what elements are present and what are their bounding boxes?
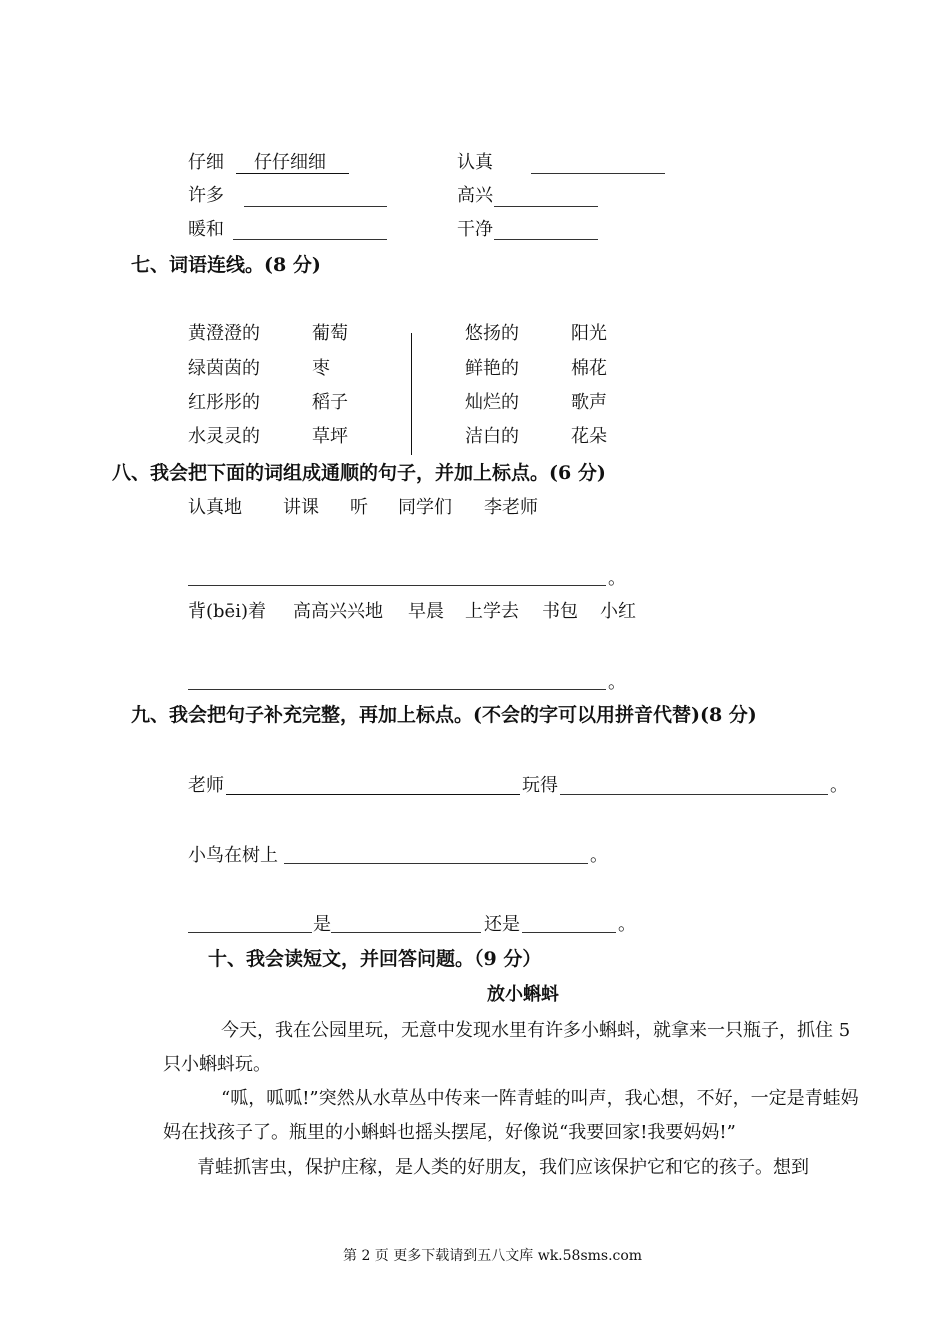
word-zixi: 仔细 bbox=[188, 152, 224, 173]
word-renzhen: 认真 bbox=[457, 152, 493, 173]
match-right-b-2[interactable]: 棉花 bbox=[571, 358, 607, 379]
word-zaochen: 早晨 bbox=[408, 601, 444, 622]
fill-line-3c[interactable] bbox=[522, 932, 616, 933]
sentence-line-2[interactable] bbox=[188, 689, 606, 690]
word-renzhende: 认真地 bbox=[188, 497, 242, 518]
answer-line-xuduo[interactable] bbox=[244, 206, 387, 207]
match-left-a-4[interactable]: 水灵灵的 bbox=[188, 426, 260, 447]
match-right-a-4[interactable]: 洁白的 bbox=[465, 426, 519, 447]
word-gaoxing: 高兴 bbox=[457, 185, 493, 206]
match-right-a-2[interactable]: 鲜艳的 bbox=[465, 358, 519, 379]
story-paragraph-3 bbox=[163, 1151, 863, 1185]
section10-title: 十、我会读短文，并回答问题。（9 分） bbox=[208, 948, 542, 970]
s3-haishi: 还是 bbox=[484, 914, 520, 935]
word-xiaohong: 小红 bbox=[600, 601, 636, 622]
fill-line-2[interactable] bbox=[284, 863, 588, 864]
word-ting: 听 bbox=[350, 497, 368, 518]
word-lilaoshi: 李老师 bbox=[484, 497, 538, 518]
match-right-b-1[interactable]: 阳光 bbox=[571, 323, 607, 344]
word-tongxuemen: 同学们 bbox=[398, 497, 452, 518]
word-nuanhuo: 暖和 bbox=[188, 219, 224, 240]
answer-line-ganjing[interactable] bbox=[494, 239, 598, 240]
s2-period: 。 bbox=[590, 845, 608, 866]
match-left-a-3[interactable]: 红彤彤的 bbox=[188, 392, 260, 413]
answer-line-nuanhuo[interactable] bbox=[233, 239, 387, 240]
match-right-a-3[interactable]: 灿烂的 bbox=[465, 392, 519, 413]
answer-line-renzhen[interactable] bbox=[531, 173, 665, 174]
section8-title: 八、我会把下面的词组成通顺的句子，并加上标点。(6 分) bbox=[112, 462, 606, 484]
match-left-b-2[interactable]: 枣 bbox=[312, 358, 330, 379]
match-left-b-3[interactable]: 稻子 bbox=[312, 392, 348, 413]
match-left-a-2[interactable]: 绿茵茵的 bbox=[188, 358, 260, 379]
word-beizhe: 背(bēi)着 bbox=[188, 601, 266, 622]
column-divider bbox=[411, 333, 412, 455]
fill-line-3a[interactable] bbox=[188, 932, 312, 933]
match-right-a-1[interactable]: 悠扬的 bbox=[465, 323, 519, 344]
s2-xiaoniao: 小鸟在树上 bbox=[188, 845, 278, 866]
word-shubao: 书包 bbox=[542, 601, 578, 622]
word-shangxuequ: 上学去 bbox=[465, 601, 519, 622]
page-footer: 第 2 页 更多下载请到五八文库 wk.58sms.com bbox=[343, 1248, 643, 1264]
word-jiangke: 讲课 bbox=[283, 497, 319, 518]
s3-shi: 是 bbox=[313, 914, 331, 935]
answer-zixi: 仔仔细细 bbox=[254, 152, 326, 173]
story-paragraph-2-text: “呱，呱呱!”突然从水草丛中传来一阵青蛙的叫声，我心想，不好，一定是青蛙妈妈在找孩子了。瓶里的小蝌蚪也摇头摆尾，好像说“我要回家!我要妈妈!” bbox=[163, 1088, 859, 1143]
fill-line-3b[interactable] bbox=[331, 932, 481, 933]
fill-line-1a[interactable] bbox=[226, 794, 520, 795]
section7-title: 七、词语连线。(8 分) bbox=[131, 254, 321, 276]
story-title: 放小蝌蚪 bbox=[487, 984, 559, 1005]
match-right-b-4[interactable]: 花朵 bbox=[571, 426, 607, 447]
story-paragraph-1 bbox=[163, 1014, 863, 1082]
word-ganjing: 干净 bbox=[457, 219, 493, 240]
story-paragraph-1-text: 今天，我在公园里玩，无意中发现水里有许多小蝌蚪，就拿来一只瓶子，抓住 5 只小蝌蚪玩。 bbox=[163, 1020, 851, 1075]
sentence-period-2: 。 bbox=[608, 672, 626, 693]
match-right-b-3[interactable]: 歌声 bbox=[571, 392, 607, 413]
story-paragraph-2 bbox=[163, 1082, 863, 1150]
s1-wande: 玩得 bbox=[522, 775, 558, 796]
word-xuduo: 许多 bbox=[188, 185, 224, 206]
match-left-a-1[interactable]: 黄澄澄的 bbox=[188, 323, 260, 344]
story-paragraph-3-text: 青蛙抓害虫，保护庄稼，是人类的好朋友，我们应该保护它和它的孩子。想到 bbox=[197, 1157, 809, 1178]
sentence-period-1: 。 bbox=[608, 568, 626, 589]
s1-laoshi: 老师 bbox=[188, 775, 224, 796]
section9-title: 九、我会把句子补充完整，再加上标点。(不会的字可以用拼音代替)(8 分) bbox=[131, 704, 757, 726]
s3-period: 。 bbox=[618, 914, 636, 935]
word-gaogaoxingxingde: 高高兴兴地 bbox=[293, 601, 383, 622]
sentence-line-1[interactable] bbox=[188, 585, 606, 586]
answer-line-zixi[interactable] bbox=[236, 173, 349, 174]
match-left-b-1[interactable]: 葡萄 bbox=[312, 323, 348, 344]
s1-period: 。 bbox=[830, 775, 848, 796]
match-left-b-4[interactable]: 草坪 bbox=[312, 426, 348, 447]
fill-line-1b[interactable] bbox=[560, 794, 828, 795]
answer-line-gaoxing[interactable] bbox=[494, 206, 598, 207]
